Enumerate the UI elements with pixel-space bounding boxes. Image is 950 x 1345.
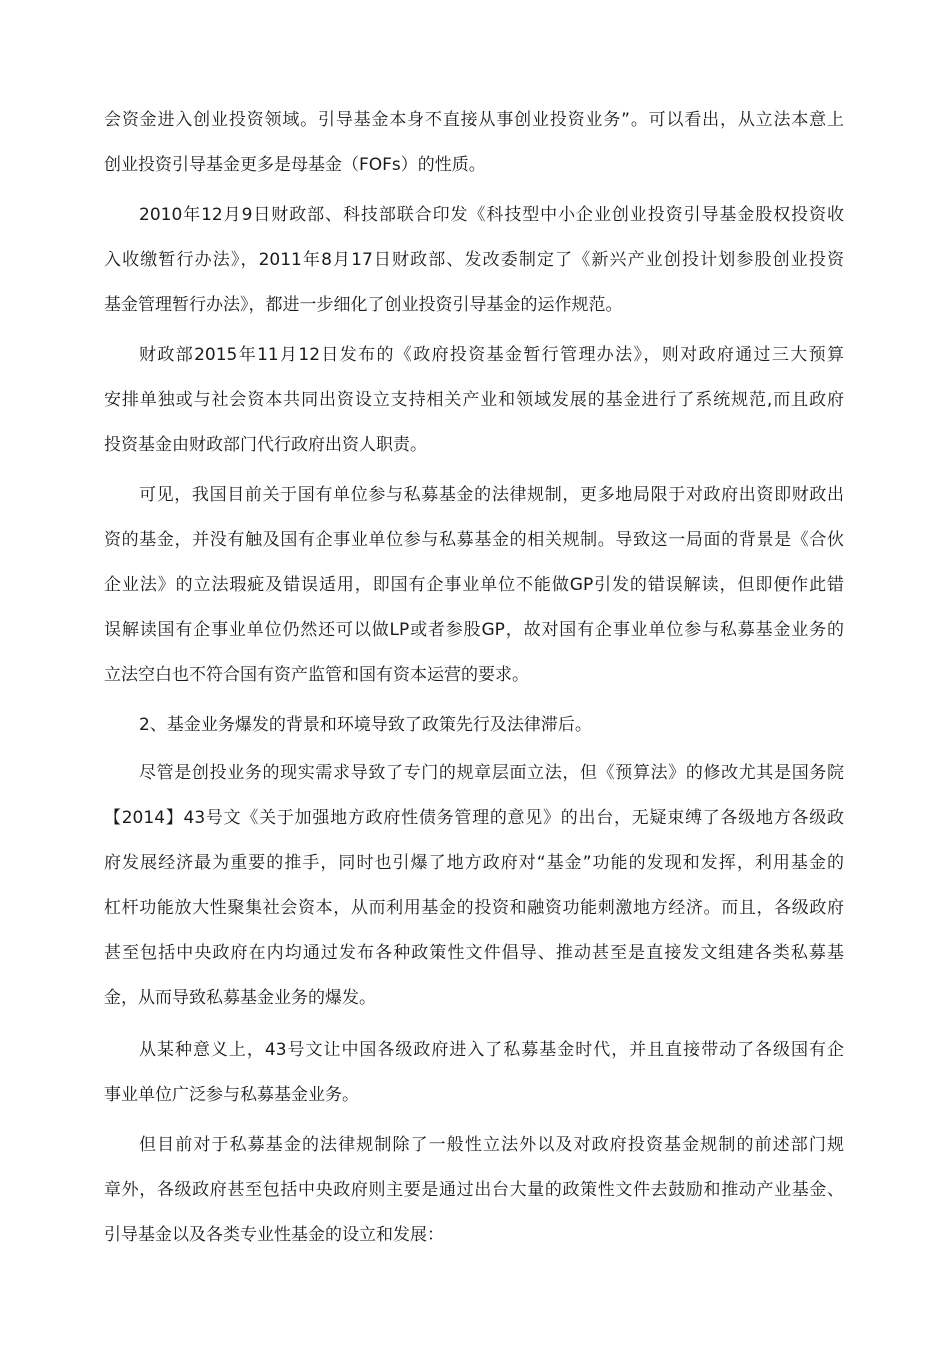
- text-line: 2010年12月9日财政部、科技部联合印发《科技型中小企业创业投资引导基金股权投资收: [139, 205, 844, 225]
- text-line: 资的基金，并没有触及国有企事业单位参与私募基金的相关规制。导致这一局面的背景是《合伙: [104, 530, 844, 550]
- text-line: 会资金进入创业投资领域。引导基金本身不直接从事创业投资业务”。可以看出，从立法本意上: [104, 110, 844, 130]
- text-line: 可见，我国目前关于国有单位参与私募基金的法律规制，更多地局限于对政府出资即财政出: [139, 485, 844, 505]
- text-line: 章外，各级政府甚至包括中央政府则主要是通过出台大量的政策性文件去鼓励和推动产业基金、: [104, 1180, 844, 1200]
- text-line: 甚至包括中央政府在内均通过发布各种政策性文件倡导、推动甚至是直接发文组建各类私募基: [104, 943, 844, 963]
- text-line: 金，从而导致私募基金业务的爆发。: [104, 988, 376, 1008]
- text-line: 引导基金以及各类专业性基金的设立和发展：: [104, 1225, 444, 1245]
- text-line: 但目前对于私募基金的法律规制除了一般性立法外以及对政府投资基金规制的前述部门规: [139, 1135, 844, 1155]
- text-line: 创业投资引导基金更多是母基金（FOFs）的性质。: [104, 155, 486, 175]
- text-line: 投资基金由财政部门代行政府出资人职责。: [104, 435, 427, 455]
- text-line: 误解读国有企事业单位仍然还可以做LP或者参股GP，故对国有企事业单位参与私募基金业务的: [104, 620, 844, 640]
- text-line: 尽管是创投业务的现实需求导致了专门的规章层面立法，但《预算法》的修改尤其是国务院: [139, 763, 844, 783]
- section-heading: 2、基金业务爆发的背景和环境导致了政策先行及法律滞后。: [139, 715, 592, 735]
- text-line: 事业单位广泛参与私募基金业务。: [104, 1085, 359, 1105]
- text-line: 财政部2015年11月12日发布的《政府投资基金暂行管理办法》，则对政府通过三大预算: [139, 345, 844, 365]
- text-line: 基金管理暂行办法》，都进一步细化了创业投资引导基金的运作规范。: [104, 295, 623, 315]
- text-line: 安排单独或与社会资本共同出资设立支持相关产业和领域发展的基金进行了系统规范,而且政府: [104, 390, 844, 410]
- text-line: 从某种意义上，43号文让中国各级政府进入了私募基金时代，并且直接带动了各级国有企: [139, 1040, 844, 1060]
- text-line: 入收缴暂行办法》，2011年8月17日财政部、发改委制定了《新兴产业创投计划参股创业投资: [104, 250, 844, 270]
- text-line: 杠杆功能放大性聚集社会资本，从而利用基金的投资和融资功能刺激地方经济。而且，各级政府: [104, 898, 844, 918]
- text-line: 【2014】43号文《关于加强地方政府性债务管理的意见》的出台，无疑束缚了各级地方各级政: [104, 808, 844, 828]
- text-line: 企业法》的立法瑕疵及错误适用，即国有企事业单位不能做GP引发的错误解读，但即便作此错: [104, 575, 844, 595]
- text-line: 府发展经济最为重要的推手，同时也引爆了地方政府对“基金”功能的发现和发挥，利用基金的: [104, 853, 844, 873]
- text-line: 立法空白也不符合国有资产监管和国有资本运营的要求。: [104, 665, 529, 685]
